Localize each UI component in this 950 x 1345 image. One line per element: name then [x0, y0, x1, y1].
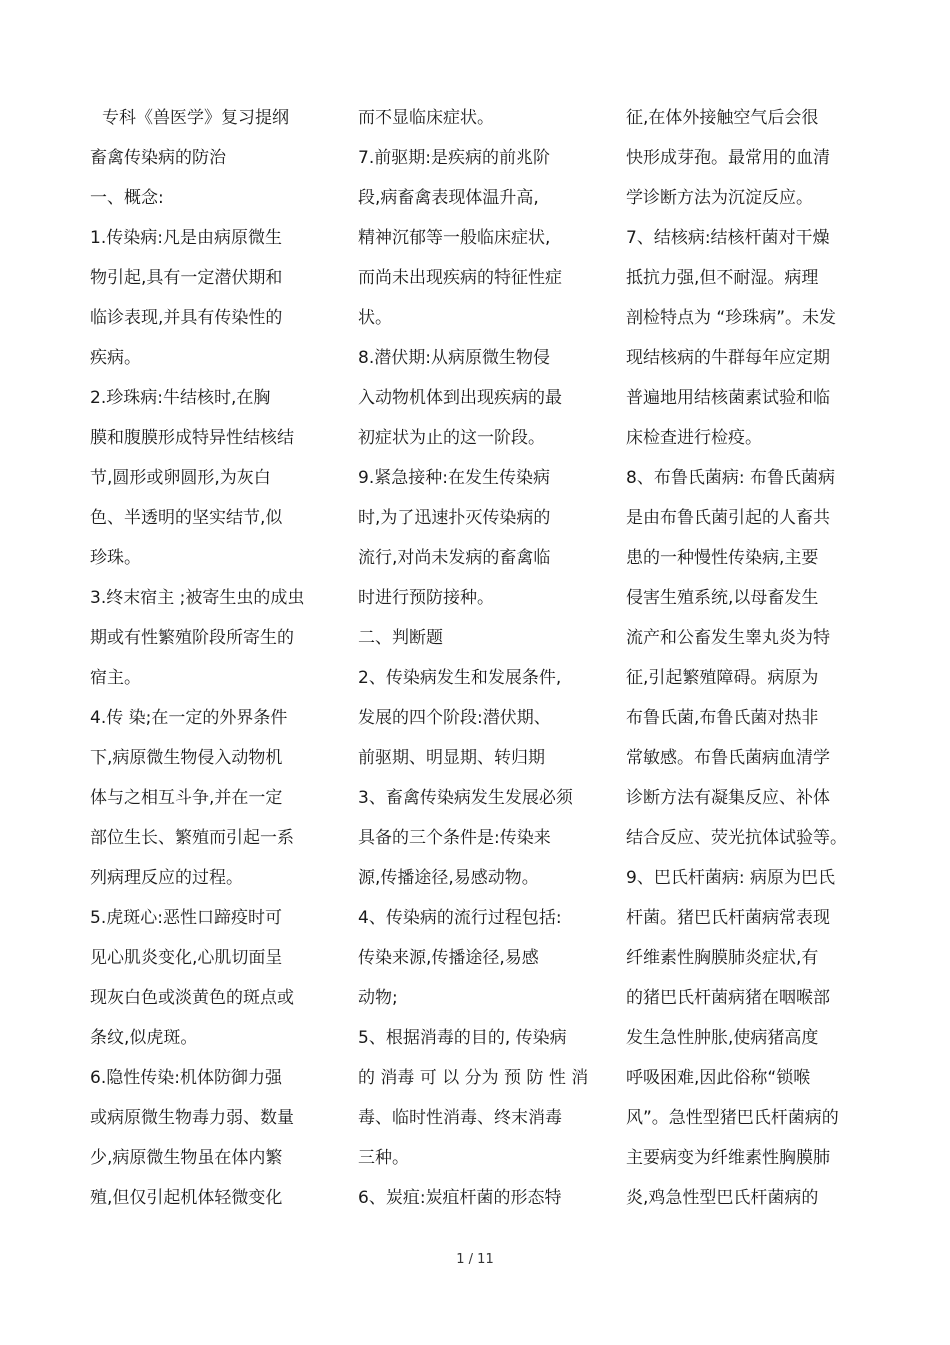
- text-line: 流行,对尚未发病的畜禽临: [358, 548, 551, 568]
- text-line: 炎,鸡急性型巴氏杆菌病的: [626, 1188, 819, 1208]
- text-line: 宿主。: [90, 668, 141, 688]
- text-line: 常敏感。布鲁氏菌病血清学: [626, 748, 830, 768]
- text-line: 期或有性繁殖阶段所寄生的: [90, 628, 294, 648]
- text-line: 初症状为止的这一阶段。: [358, 428, 545, 448]
- text-line: 侵害生殖系统,以母畜发生: [626, 588, 819, 608]
- text-line: 9.紧急接种:在发生传染病: [358, 468, 550, 488]
- text-column-2: [358, 98, 606, 1218]
- text-line: 7、结核病:结核杆菌对干燥: [626, 228, 830, 248]
- text-line: 发生急性肿胀,使病猪高度: [626, 1028, 819, 1048]
- text-line: 剖检特点为 “珍珠病”。未发: [626, 308, 837, 328]
- text-line: 条纹,似虎斑。: [90, 1028, 198, 1048]
- text-line: 疾病。: [90, 348, 141, 368]
- text-line: 3、畜禽传染病发生发展必须: [358, 788, 573, 808]
- text-line: 8.潜伏期:从病原微生物侵: [358, 348, 550, 368]
- text-line: 临诊表现,并具有传染性的: [90, 308, 283, 328]
- text-line: 6.隐性传染:机体防御力强: [90, 1068, 282, 1088]
- text-line: 专科《兽医学》复习提纲: [102, 108, 289, 128]
- text-line: 普遍地用结核菌素试验和临: [626, 388, 830, 408]
- text-line: 的 消毒 可 以 分为 预 防 性 消: [358, 1068, 589, 1088]
- text-line: 部位生长、繁殖而引起一系: [90, 828, 294, 848]
- text-line: 一、概念:: [90, 188, 164, 208]
- text-line: 床检查进行检疫。: [626, 428, 762, 448]
- text-line: 7.前驱期:是疾病的前兆阶: [358, 148, 550, 168]
- text-line: 是由布鲁氏菌引起的人畜共: [626, 508, 830, 528]
- text-line: 纤维素性胸膜肺炎症状,有: [626, 948, 819, 968]
- text-line: 源,传播途径,易感动物。: [358, 868, 539, 888]
- text-column-1: [90, 98, 335, 1218]
- text-line: 而尚未出现疾病的特征性症: [358, 268, 562, 288]
- text-line: 呼吸困难,因此俗称“锁喉: [626, 1068, 811, 1088]
- text-line: 体与之相互斗争,并在一定: [90, 788, 283, 808]
- text-line: 或病原微生物毒力弱、数量: [90, 1108, 294, 1128]
- text-line: 杆菌。猪巴氏杆菌病常表现: [626, 908, 830, 928]
- text-line: 布鲁氏菌,布鲁氏菌对热非: [626, 708, 819, 728]
- text-line: 时,为了迅速扑灭传染病的: [358, 508, 551, 528]
- text-line: 流产和公畜发生睾丸炎为特: [626, 628, 830, 648]
- text-line: 段,病畜禽表现体温升高,: [358, 188, 539, 208]
- text-line: 主要病变为纤维素性胸膜肺: [626, 1148, 830, 1168]
- text-line: 的猪巴氏杆菌病猪在咽喉部: [626, 988, 830, 1008]
- text-line: 6、炭疽:炭疽杆菌的形态特: [358, 1188, 562, 1208]
- text-line: 5.虎斑心:恶性口蹄疫时可: [90, 908, 282, 928]
- text-line: 8、布鲁氏菌病: 布鲁氏菌病: [626, 468, 835, 488]
- text-line: 发展的四个阶段:潜伏期、: [358, 708, 551, 728]
- text-line: 精神沉郁等一般临床症状,: [358, 228, 551, 248]
- text-line: 时进行预防接种。: [358, 588, 494, 608]
- text-line: 物引起,具有一定潜伏期和: [90, 268, 283, 288]
- text-line: 传染来源,传播途径,易感: [358, 948, 539, 968]
- text-line: 具备的三个条件是:传染来: [358, 828, 551, 848]
- text-line: 毒、临时性消毒、终末消毒: [358, 1108, 562, 1128]
- text-line: 快形成芽孢。最常用的血清: [626, 148, 830, 168]
- text-line: 征,引起繁殖障碍。病原为: [626, 668, 819, 688]
- text-line: 前驱期、明显期、转归期: [358, 748, 545, 768]
- text-line: 1.传染病:凡是由病原微生: [90, 228, 282, 248]
- text-line: 殖,但仅引起机体轻微变化: [90, 1188, 283, 1208]
- text-line: 风”。急性型猪巴氏杆菌病的: [626, 1108, 839, 1128]
- text-line: 5、根据消毒的目的, 传染病: [358, 1028, 567, 1048]
- text-column-3: [626, 98, 871, 1218]
- text-line: 畜禽传染病的防治: [90, 148, 226, 168]
- text-line: 入动物机体到出现疾病的最: [358, 388, 562, 408]
- text-line: 二、判断题: [358, 628, 443, 648]
- text-line: 色、半透明的坚实结节,似: [90, 508, 283, 528]
- text-line: 节,圆形或卵圆形,为灰白: [90, 468, 271, 488]
- text-line: 膜和腹膜形成特异性结核结: [90, 428, 294, 448]
- text-line: 2.珍珠病:牛结核时,在胸: [90, 388, 271, 408]
- text-line: 4、传染病的流行过程包括:: [358, 908, 562, 928]
- text-line: 抵抗力强,但不耐湿。病理: [626, 268, 819, 288]
- text-line: 现结核病的牛群每年应定期: [626, 348, 830, 368]
- text-line: 而不显临床症状。: [358, 108, 494, 128]
- text-line: 学诊断方法为沉淀反应。: [626, 188, 813, 208]
- text-line: 2、传染病发生和发展条件,: [358, 668, 562, 688]
- text-line: 少,病原微生物虽在体内繁: [90, 1148, 283, 1168]
- text-line: 动物;: [358, 988, 398, 1008]
- text-line: 现灰白色或淡黄色的斑点或: [90, 988, 294, 1008]
- text-line: 见心肌炎变化,心肌切面呈: [90, 948, 283, 968]
- text-line: 3.终末宿主 ;被寄生虫的成虫: [90, 588, 305, 608]
- text-line: 珍珠。: [90, 548, 141, 568]
- text-line: 4.传 染;在一定的外界条件: [90, 708, 288, 728]
- text-line: 9、巴氏杆菌病: 病原为巴氏: [626, 868, 835, 888]
- text-line: 列病理反应的过程。: [90, 868, 243, 888]
- text-line: 状。: [358, 308, 392, 328]
- text-line: 诊断方法有凝集反应、补体: [626, 788, 830, 808]
- text-line: 患的一种慢性传染病,主要: [626, 548, 819, 568]
- text-line: 三种。: [358, 1148, 409, 1168]
- text-line: 结合反应、荧光抗体试验等。: [626, 828, 847, 848]
- text-line: 下,病原微生物侵入动物机: [90, 748, 283, 768]
- text-line: 征,在体外接触空气后会很: [626, 108, 819, 128]
- page-number: 1 / 11: [456, 1252, 494, 1267]
